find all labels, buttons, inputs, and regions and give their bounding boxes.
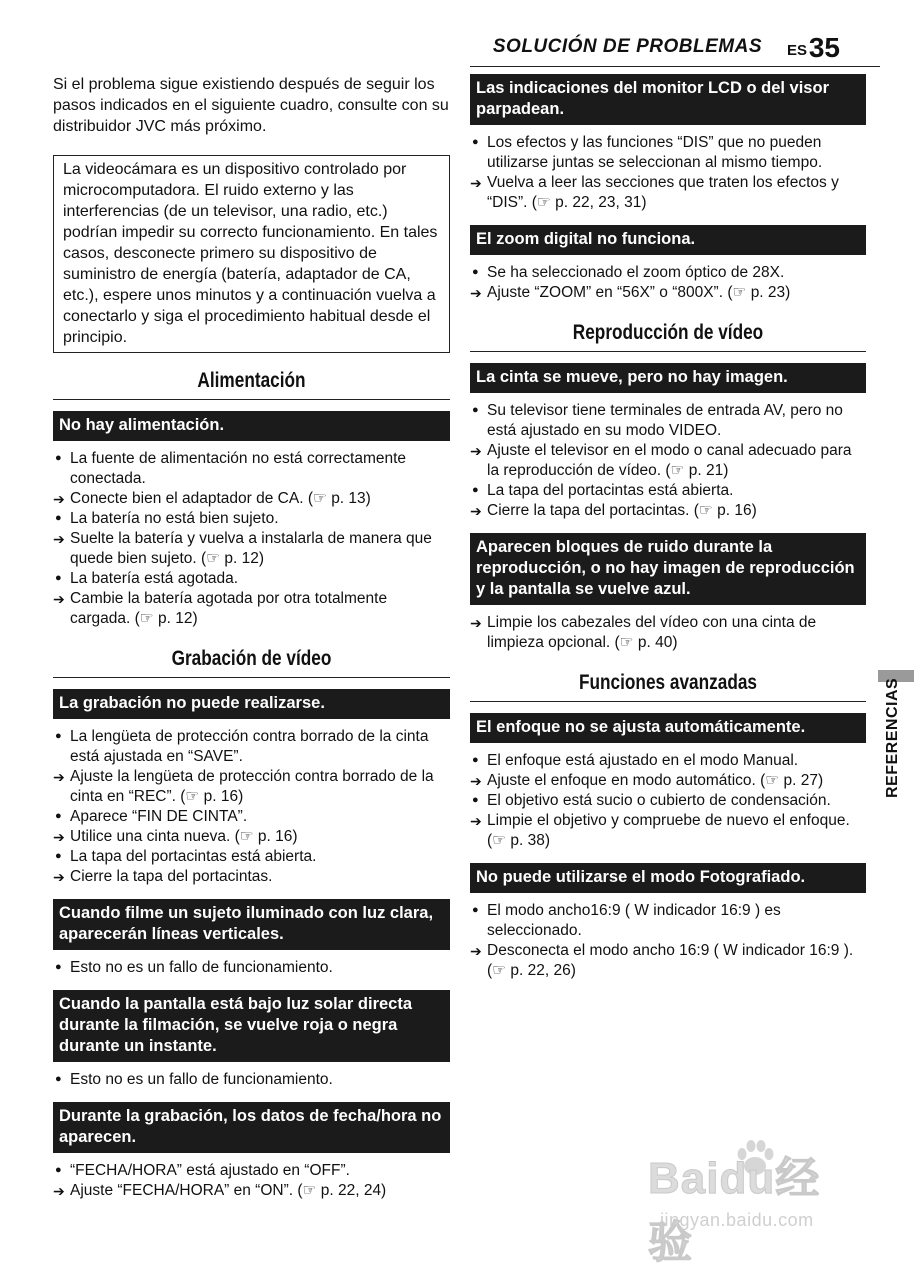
problem-items xyxy=(470,751,866,851)
action-item xyxy=(53,867,450,887)
cause-item xyxy=(53,449,450,489)
problem-topic xyxy=(470,74,866,213)
item-text: Limpie el objetivo y compruebe de nuevo el enfoque. (☞ p. 38) xyxy=(487,812,850,849)
cause-item xyxy=(53,847,450,867)
section-divider xyxy=(53,399,450,400)
side-tab-label: REFERENCIAS xyxy=(884,677,901,798)
problem-topic xyxy=(53,899,450,978)
action-item xyxy=(470,501,866,521)
cause-item xyxy=(470,401,866,441)
item-text: Conecte bien el adaptador de CA. (☞ p. 13) xyxy=(70,490,371,507)
arrow-right-icon xyxy=(470,173,486,194)
cause-item xyxy=(53,509,450,529)
action-item xyxy=(53,1181,450,1201)
cause-item xyxy=(470,481,866,501)
problem-heading: No puede utilizarse el modo Fotografiado. xyxy=(470,863,866,893)
problem-items xyxy=(470,133,866,213)
problem-items xyxy=(470,613,866,653)
item-text: La tapa del portacintas está abierta. xyxy=(487,482,734,499)
problem-heading: La cinta se mueve, pero no hay imagen. xyxy=(470,363,866,393)
problem-heading: Cuando filme un sujeto iluminado con luz clara, aparecerán líneas verticales. xyxy=(53,899,450,950)
item-text: El objetivo está sucio o cubierto de condensación. xyxy=(487,792,831,809)
action-item xyxy=(53,767,450,807)
problem-topic xyxy=(470,533,866,653)
section-divider xyxy=(470,351,866,352)
item-text: La batería está agotada. xyxy=(70,570,239,587)
problem-heading: Cuando la pantalla está bajo luz solar directa durante la filmación, se vuelve roja o negra durante un instante. xyxy=(53,990,450,1062)
bullet-icon xyxy=(53,449,69,470)
cause-item xyxy=(53,569,450,589)
bullet-icon xyxy=(53,727,69,748)
item-text: Aparece “FIN DE CINTA”. xyxy=(70,808,248,825)
action-item xyxy=(53,827,450,847)
arrow-right-icon xyxy=(53,529,69,550)
section-title: Funciones avanzadas xyxy=(578,671,757,694)
arrow-right-icon xyxy=(53,767,69,788)
item-text: El enfoque está ajustado en el modo Manual. xyxy=(487,752,799,769)
problem-heading: Durante la grabación, los datos de fecha/hora no aparecen. xyxy=(53,1102,450,1153)
action-item xyxy=(470,283,866,303)
arrow-right-icon xyxy=(53,1181,69,1202)
problem-items xyxy=(470,401,866,521)
problem-items xyxy=(470,263,866,303)
problem-items xyxy=(53,449,450,629)
page-header xyxy=(470,30,880,67)
problem-heading: Las indicaciones del monitor LCD o del visor parpadean. xyxy=(470,74,866,125)
arrow-right-icon xyxy=(470,501,486,522)
cause-item xyxy=(53,958,450,978)
problem-topic xyxy=(53,689,450,887)
problem-topic xyxy=(470,863,866,981)
arrow-right-icon xyxy=(470,613,486,634)
problem-heading: No hay alimentación. xyxy=(53,411,450,441)
item-text: Su televisor tiene terminales de entrada AV, pero no está ajustado en su modo VIDEO. xyxy=(487,402,843,439)
bullet-icon xyxy=(470,263,486,284)
item-text: Desconecta el modo ancho 16:9 ( W indicador 16:9 ). (☞ p. 22, 26) xyxy=(487,942,854,979)
item-text: Los efectos y las funciones “DIS” que no pueden utilizarse juntas se seleccionan al mismo tiempo. xyxy=(487,134,823,171)
bullet-icon xyxy=(470,133,486,154)
page-number: 35 xyxy=(808,32,840,63)
item-text: La tapa del portacintas está abierta. xyxy=(70,848,317,865)
problem-items xyxy=(470,901,866,981)
arrow-right-icon xyxy=(470,811,486,832)
problem-items xyxy=(53,958,450,978)
action-item xyxy=(470,613,866,653)
bullet-icon xyxy=(53,847,69,868)
action-item xyxy=(470,811,866,851)
action-item xyxy=(470,441,866,481)
problem-topic xyxy=(470,225,866,303)
problem-topic xyxy=(53,990,450,1090)
item-text: Ajuste el enfoque en modo automático. (☞ p. 27) xyxy=(487,772,824,789)
right-column xyxy=(470,74,866,993)
bullet-icon xyxy=(53,509,69,530)
right-sections xyxy=(470,74,866,981)
item-text: Cambie la batería agotada por otra totalmente cargada. (☞ p. 12) xyxy=(70,590,388,627)
item-text: Cierre la tapa del portacintas. (☞ p. 16) xyxy=(487,502,757,519)
arrow-right-icon xyxy=(470,441,486,462)
left-sections xyxy=(53,363,450,1201)
item-text: Cierre la tapa del portacintas. xyxy=(70,868,273,885)
bullet-icon xyxy=(53,1070,69,1091)
bullet-icon xyxy=(470,751,486,772)
cause-item xyxy=(53,807,450,827)
item-text: Ajuste “ZOOM” en “56X” o “800X”. (☞ p. 23) xyxy=(487,284,791,301)
bullet-icon xyxy=(470,481,486,502)
bullet-icon xyxy=(53,807,69,828)
action-item xyxy=(53,589,450,629)
bullet-icon xyxy=(470,791,486,812)
bullet-icon xyxy=(470,401,486,422)
cause-item xyxy=(53,727,450,767)
item-text: Suelte la batería y vuelva a instalarla de manera que quede bien sujeto. (☞ p. 12) xyxy=(70,530,432,567)
arrow-right-icon xyxy=(470,941,486,962)
item-text: El modo ancho16:9 ( W indicador 16:9 ) es seleccionado. xyxy=(487,902,781,939)
section-title: Reproducción de vídeo xyxy=(572,321,764,344)
cause-item xyxy=(470,133,866,173)
problem-topic xyxy=(53,1102,450,1201)
arrow-right-icon xyxy=(470,283,486,304)
watermark-text: Baidu经验 xyxy=(648,1154,821,1267)
item-text: Limpie los cabezales del vídeo con una cinta de limpieza opcional. (☞ p. 40) xyxy=(487,614,817,651)
item-text: Esto no es un fallo de funcionamiento. xyxy=(70,959,333,976)
problem-topic xyxy=(470,363,866,521)
chapter-title: SOLUCIÓN DE PROBLEMAS xyxy=(492,36,762,57)
item-text: Utilice una cinta nueva. (☞ p. 16) xyxy=(70,828,298,845)
problem-heading: El enfoque no se ajusta automáticamente. xyxy=(470,713,866,743)
action-item xyxy=(53,529,450,569)
notice-box: La videocámara es un dispositivo controlado por microcomputadora. El ruido externo y las interferencias (de un televisor, una radio, etc.) podrían impedir su correcto funcionamiento. En tales casos, desconecte primero su dispositivo de suministro de energía (batería, adaptador de CA, etc.), espere unos minutos y a continuación vuelva a conectarlo y siga el procedimiento habitual desde el principio. xyxy=(53,155,450,353)
side-tab xyxy=(878,670,914,810)
section-divider xyxy=(470,701,866,702)
item-text: Esto no es un fallo de funcionamiento. xyxy=(70,1071,333,1088)
watermark xyxy=(648,1142,860,1267)
section-divider xyxy=(53,677,450,678)
arrow-right-icon xyxy=(53,827,69,848)
problem-items xyxy=(53,1070,450,1090)
problem-topic xyxy=(53,411,450,629)
arrow-right-icon xyxy=(470,771,486,792)
action-item xyxy=(470,771,866,791)
item-text: Vuelva a leer las secciones que traten los efectos y “DIS”. (☞ p. 22, 23, 31) xyxy=(487,174,839,211)
item-text: Ajuste el televisor en el modo o canal adecuado para la reproducción de vídeo. (☞ p. 21) xyxy=(487,442,852,479)
left-column xyxy=(53,74,450,1213)
bullet-icon xyxy=(470,901,486,922)
item-text: Se ha seleccionado el zoom óptico de 28X. xyxy=(487,264,785,281)
arrow-right-icon xyxy=(53,589,69,610)
cause-item xyxy=(470,263,866,283)
item-text: La fuente de alimentación no está correctamente conectada. xyxy=(70,450,407,487)
watermark-url: jingyan.baidu.com xyxy=(660,1210,814,1230)
bullet-icon xyxy=(53,569,69,590)
item-text: La lengüeta de protección contra borrado de la cinta está ajustada en “SAVE”. xyxy=(70,728,429,765)
cause-item xyxy=(470,901,866,941)
problem-items xyxy=(53,727,450,887)
cause-item xyxy=(53,1070,450,1090)
item-text: La batería no está bien sujeto. xyxy=(70,510,279,527)
problem-items xyxy=(53,1161,450,1201)
action-item xyxy=(470,941,866,981)
intro-paragraph: Si el problema sigue existiendo después de seguir los pasos indicados en el siguiente cuadro, consulte con su distribuidor JVC más próximo. xyxy=(53,76,449,135)
cause-item xyxy=(470,791,866,811)
bullet-icon xyxy=(53,1161,69,1182)
arrow-right-icon xyxy=(53,489,69,510)
problem-heading: Aparecen bloques de ruido durante la reproducción, o no hay imagen de reproducción y la pantalla se vuelve azul. xyxy=(470,533,866,605)
problem-topic xyxy=(470,713,866,851)
item-text: “FECHA/HORA” está ajustado en “OFF”. xyxy=(70,1162,350,1179)
action-item xyxy=(53,489,450,509)
arrow-right-icon xyxy=(53,867,69,888)
bullet-icon xyxy=(53,958,69,979)
problem-heading: La grabación no puede realizarse. xyxy=(53,689,450,719)
item-text: Ajuste la lengüeta de protección contra borrado de la cinta en “REC”. (☞ p. 16) xyxy=(70,768,434,805)
item-text: Ajuste “FECHA/HORA” en “ON”. (☞ p. 22, 24) xyxy=(70,1182,387,1199)
cause-item xyxy=(53,1161,450,1181)
action-item xyxy=(470,173,866,213)
problem-heading: El zoom digital no funciona. xyxy=(470,225,866,255)
section-title: Alimentación xyxy=(197,369,306,392)
section-title: Grabación de vídeo xyxy=(171,647,332,670)
language-code: ES xyxy=(786,42,807,59)
cause-item xyxy=(470,751,866,771)
